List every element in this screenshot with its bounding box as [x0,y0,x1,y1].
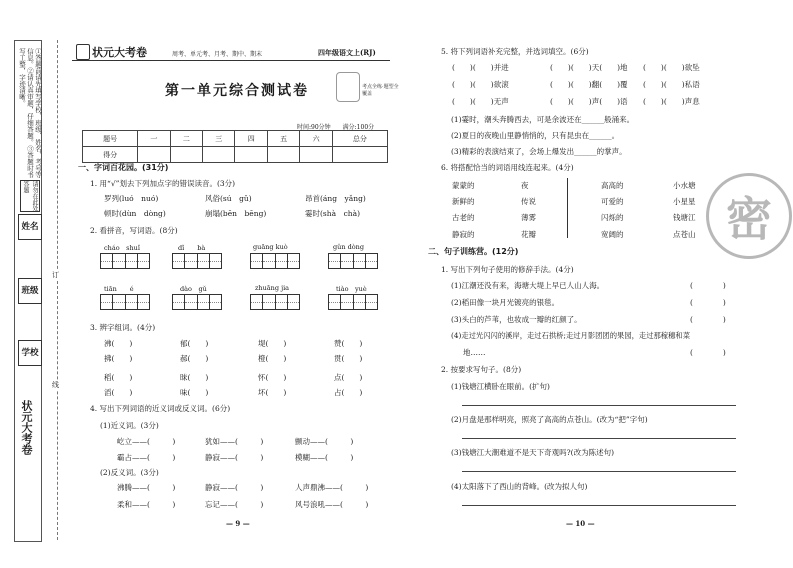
q3-item: 占( ) [334,388,363,397]
writing-grid[interactable] [100,294,150,310]
page-number: — 9 — [226,519,250,528]
q4-item: 人声鼎沸——( ) [295,483,369,492]
score-cell[interactable] [235,147,267,163]
logo-icon [76,44,90,60]
name-field[interactable]: 姓名 [18,214,42,240]
q1-item: 崩塌(bēn bēng) [205,209,267,218]
q6-word[interactable]: 静寂的 [452,230,475,239]
q6-word[interactable]: 薄雾 [521,213,536,222]
s2-q2-item: (3)钱塘江大潮难道不是天下奇观吗?(改为陈述句) [451,448,614,457]
q6-word[interactable]: 宽阔的 [601,230,624,239]
answer-paren[interactable]: ( ) [690,315,726,324]
pinyin-label: cháo shuǐ [104,244,140,252]
q4-item: 沸腾——( ) [117,483,176,492]
q3-item: 坏( ) [258,388,287,397]
answer-paren[interactable]: ( ) [690,298,726,307]
header-divider [72,60,390,61]
s2-q1-item: (3)头白的芦苇，也妆成一瓣的红颜了。 [451,315,582,324]
pinyin-label: zhuāng jia [255,284,290,292]
q3-item: 郁( ) [180,339,209,348]
q6-word[interactable]: 可爱的 [601,197,624,206]
score-row-label: 得分 [83,147,138,163]
q5-fill: (2)夏日的夜晚山里静悄悄的，只有昆虫在______。 [451,131,620,140]
q5-item: ( )( )翻( )覆 [550,80,628,89]
pinyin-label: tiào yuè [336,285,367,293]
class-field[interactable]: 班级 [18,278,42,304]
q3-item: 昧( ) [180,373,209,382]
q5-fill: (1)霎时，潮头奔腾西去，可是余波还在______般涌来。 [451,115,635,124]
cut-label: 订 [52,271,59,279]
question-2: 2. 看拼音，写词语。(8分) [90,226,178,235]
q3-item: 贯( ) [334,354,363,363]
writing-grid[interactable] [100,253,150,269]
q6-word[interactable]: 夜 [521,181,529,190]
q5-item: ( )( )并进 [452,63,509,72]
q6-word[interactable]: 闪烁的 [601,213,624,222]
q6-word[interactable]: 高高的 [601,181,624,190]
score-header: 一 [138,131,170,147]
answer-paren[interactable]: ( ) [690,281,726,290]
q5-item: ( )( )声息 [643,97,700,106]
q3-item: 拂( ) [104,354,133,363]
q6-word[interactable]: 钱塘江 [673,213,696,222]
q5-item: ( )( )欲滚 [452,80,509,89]
q1-item: 风俗(sú gǔ) [205,194,252,203]
q4-synonyms-label: (1)近义词。(3分) [100,421,159,430]
mascot-icon [336,72,360,102]
q1-item: 霎时(shà chà) [305,209,361,218]
q3-item: 堤( ) [258,339,287,348]
q3-item: 赞( ) [334,339,363,348]
q3-item: 怀( ) [258,373,287,382]
header-subtitle: 周考、单元考、月考、期中、期末 [172,51,263,58]
s2-q2-item: (1)钱塘江横卧在眼前。(扩句) [451,382,550,391]
q4-item: 忘记——( ) [205,500,264,509]
score-table [82,130,388,163]
s2-q2-item: (2)月盘是那样明亮，照亮了高高的点苍山。(改为“把”字句) [451,415,648,424]
q5-item: ( )( )欲坠 [643,63,700,72]
q4-item: 霸占——( ) [117,453,176,462]
page-number: — 10 — [566,519,595,528]
pinyin-label: tiān é [104,285,134,293]
school-field[interactable]: 学校 [18,340,42,366]
badge: 考点全练·题型全覆盖 [362,84,399,97]
question-1: 1. 用“√”划去下列加点字的错误读音。(3分) [90,179,236,188]
score-header: 四 [235,131,267,147]
q5-item: ( )( )声( )语 [550,97,628,106]
brand-logo: 状元大考卷 [92,46,147,59]
q4-item: 模糊——( ) [295,453,354,462]
q5-item: ( )( )无声 [452,97,509,106]
answer-line[interactable] [462,438,736,439]
column-divider [567,178,568,238]
q5-fill: (3)精彩的表演结束了，会场上爆发出______的掌声。 [451,147,627,156]
score-cell[interactable] [300,147,332,163]
score-header: 五 [267,131,299,147]
writing-grid[interactable] [172,253,222,269]
q1-item: 罗列(luó nuó) [104,194,159,203]
q4-item: 犹如——( ) [205,437,264,446]
score-header: 三 [203,131,235,147]
q6-word[interactable]: 传说 [521,197,536,206]
pinyin-label: dào gǔ [180,285,207,293]
q5-item: ( )( )天( )地 [550,63,628,72]
writing-grid[interactable] [328,253,378,269]
s2-q1-item-cont: 地…… [463,348,486,357]
confidential-stamp: 密 [706,173,792,259]
page-title: 第一单元综合测试卷 [165,83,309,99]
q4-item: 静寂——( ) [205,483,264,492]
q3-item: 沸( ) [104,339,133,348]
q3-item: 点( ) [334,373,363,382]
answer-line[interactable] [462,471,736,472]
writing-grid[interactable] [172,294,222,310]
question-6: 6. 将搭配恰当的词语用线连起来。(4分) [441,163,574,172]
section-heading: 二、句子训练营。(12分) [428,247,519,256]
q6-word[interactable]: 点苍山 [673,230,696,239]
q4-antonyms-label: (2)反义词。(3分) [100,468,159,477]
exam-instructions: ①答题前请先填写学校、班级、姓名、考号等信息。②请认真审题，仔细答题。③答题时书写工整，字迹清晰。 [18,48,42,178]
question-4: 4. 写出下列词语的近义词或反义词。(6分) [90,404,231,413]
q3-item: 味( ) [180,388,209,397]
q4-item: 静寂——( ) [205,453,264,462]
q3-item: 郝( ) [180,354,209,363]
q4-item: 颤动——( ) [295,437,354,446]
score-header: 题号 [83,131,138,147]
q3-item: 橙( ) [258,354,287,363]
answer-line[interactable] [462,505,736,506]
q6-word[interactable]: 古老的 [452,213,475,222]
q6-word[interactable]: 小水塘 [673,181,696,190]
grade-label: 四年级语文上(RJ) [318,48,376,57]
q3-item: 稻( ) [104,373,133,382]
q4-item: 柔和——( ) [117,500,176,509]
s2-q1-item: (4)走过光闪闪的溪岸，走过石拱桥;走过月影团团的果园，走过那稼穗和菜 [451,331,690,340]
question-s2-1: 1. 写出下列句子使用的修辞手法。(4分) [441,265,574,274]
cut-line [57,40,58,540]
answer-line[interactable] [462,405,736,406]
brand-vertical-logo: 状元大考卷 [20,400,33,455]
q6-word[interactable]: 花瓣 [521,230,536,239]
score-cell[interactable] [267,147,299,163]
question-3: 3. 辨字组词。(4分) [90,323,156,332]
score-cell[interactable] [170,147,202,163]
section-heading: 一、字词百花园。(31分) [78,163,169,172]
s2-q1-item: (1)江潮还没有来，海塘大堤上早已人山人海。 [451,281,605,290]
score-cell[interactable] [138,147,170,163]
score-header: 二 [170,131,202,147]
q1-item: 昂首(áng yǎng) [305,194,366,203]
writing-grid[interactable] [250,294,300,310]
score-cell[interactable] [203,147,235,163]
pinyin-label: gǔn dòng [333,243,365,251]
s2-q1-item: (2)稻田像一块月光镀亮的银毯。 [451,298,560,307]
pinyin-label: dǐ bà [178,244,206,252]
pinyin-label: guāng kuò [253,243,288,251]
seal-notice: 请勿在此处答题 [22,181,38,211]
time-score: 时间:90分钟 满分:100分 [297,124,375,131]
q4-item: 风号浪吼——( ) [295,500,369,509]
writing-grid[interactable] [328,294,378,310]
q6-word[interactable]: 小星星 [673,197,696,206]
score-cell[interactable] [332,147,387,163]
q4-item: 屹立——( ) [117,437,176,446]
q3-item: 滔( ) [104,388,133,397]
answer-paren[interactable]: ( ) [690,348,726,357]
score-header: 六 [300,131,332,147]
cut-label: 线 [52,381,59,389]
q6-word[interactable]: 蒙蒙的 [452,181,475,190]
question-5: 5. 将下列词语补充完整，并选词填空。(6分) [441,47,589,56]
writing-grid[interactable] [250,253,300,269]
q6-word[interactable]: 新鲜的 [452,197,475,206]
question-s2-2: 2. 按要求写句子。(8分) [441,365,522,374]
s2-q2-item: (4)太阳落下了西山的背峰。(改为拟人句) [451,482,588,491]
score-header: 总分 [332,131,387,147]
q1-item: 顿时(dùn dòng) [104,209,166,218]
q5-item: ( )( )私语 [643,80,700,89]
